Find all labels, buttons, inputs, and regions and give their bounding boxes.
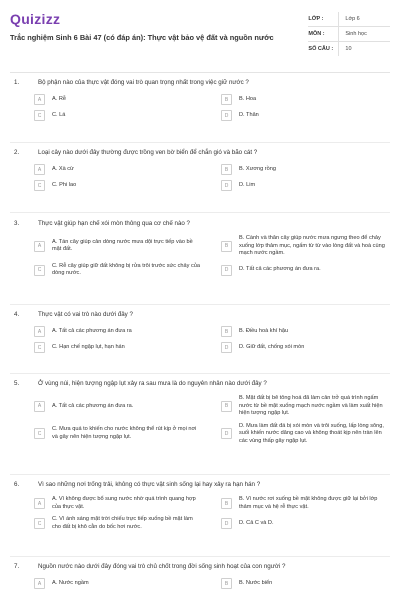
question-number: 3.	[14, 220, 20, 227]
option-b[interactable]	[221, 395, 390, 418]
question-number: 4.	[14, 311, 20, 318]
answer-options	[34, 235, 390, 278]
option-text: C. Hạn chế ngập lụt, hạn hán	[52, 343, 125, 350]
option-letter-box: B	[221, 578, 232, 589]
option-b[interactable]	[221, 94, 390, 105]
question-stem: Bộ phận nào của thực vật đóng vai trò quan trọng nhất trong việc giữ nước ?	[38, 79, 249, 86]
question-number: 7.	[14, 563, 20, 570]
question-3	[10, 219, 390, 278]
question-text	[10, 219, 390, 229]
option-text: B. Cành và thân cây giúp nước mưa ngưng theo để chảy xuống lớp thảm mục, ngấm từ từ vào lòng đất và hoà cùng mạch nước ngầm.	[239, 235, 385, 256]
question-1	[10, 78, 390, 121]
option-b[interactable]	[221, 496, 390, 511]
option-c[interactable]	[34, 110, 203, 121]
option-letter-box: B	[221, 164, 232, 175]
option-c[interactable]	[34, 423, 203, 446]
meta-label: LỚP :	[308, 16, 324, 22]
header-divider	[10, 72, 390, 73]
answer-options	[34, 164, 390, 191]
question-separator	[10, 304, 390, 305]
option-letter-box: D	[221, 428, 232, 439]
option-a[interactable]	[34, 164, 203, 175]
question-number: 6.	[14, 481, 20, 488]
option-b[interactable]	[221, 164, 390, 175]
option-d[interactable]	[221, 423, 390, 446]
meta-value: 10	[338, 42, 351, 56]
meta-label: MÔN :	[308, 31, 325, 37]
option-d[interactable]	[221, 180, 390, 191]
option-text: C. Vì ánh sáng mặt trời chiếu trực tiếp xuống bề mặt làm cho đất bị khô cằn do bốc hơi nước.	[52, 516, 193, 530]
option-a[interactable]	[34, 235, 203, 258]
question-text	[10, 562, 390, 572]
option-letter-box: A	[34, 326, 45, 337]
answer-options	[34, 395, 390, 445]
option-letter-box: A	[34, 94, 45, 105]
option-b[interactable]	[221, 235, 390, 258]
option-a[interactable]	[34, 496, 203, 511]
worksheet-header	[10, 0, 390, 72]
option-letter-box: D	[221, 265, 232, 276]
option-letter-box: C	[34, 180, 45, 191]
option-d[interactable]	[221, 516, 390, 531]
meta-row-subject	[308, 27, 390, 42]
option-letter-box: B	[221, 326, 232, 337]
question-stem: Thực vật có vai trò nào dưới đây ?	[38, 311, 133, 318]
question-text	[10, 148, 390, 158]
option-c[interactable]	[34, 180, 203, 191]
option-d[interactable]	[221, 342, 390, 353]
question-number: 2.	[14, 149, 20, 156]
option-letter-box: A	[34, 241, 45, 252]
question-separator	[10, 474, 390, 475]
option-letter-box: A	[34, 498, 45, 509]
option-letter-box: C	[34, 342, 45, 353]
option-a[interactable]	[34, 326, 203, 337]
option-text: D. Giữ đất, chống xói mòn	[239, 343, 305, 350]
option-a[interactable]	[34, 94, 203, 105]
answer-options	[34, 496, 390, 531]
meta-row-count	[308, 42, 390, 56]
option-text: D. Tất cả các phương án đưa ra.	[239, 266, 321, 273]
option-text: A. Nước ngầm	[52, 579, 89, 586]
question-4	[10, 310, 390, 353]
question-stem: Vì sao những nơi trống trải, không có thực vật sinh sống lại hay xảy ra hạn hán ?	[38, 481, 261, 488]
option-text: C. Phi lao	[52, 181, 77, 188]
option-text: B. Mặt đất bị bê tông hoá đã làm cản trở quá trình ngấm nước từ bề mặt xuống mạch nước ngầm và làm xuất hiện hiện tượng ngập lụt.	[239, 395, 383, 416]
question-5	[10, 379, 390, 445]
meta-value: Sinh học	[338, 27, 366, 41]
option-text: B. Điều hoà khí hậu	[239, 327, 289, 334]
option-letter-box: C	[34, 265, 45, 276]
option-letter-box: A	[34, 164, 45, 175]
option-a[interactable]	[34, 578, 203, 589]
question-number: 1.	[14, 79, 20, 86]
question-2	[10, 148, 390, 191]
option-b[interactable]	[221, 326, 390, 337]
header-left	[10, 10, 308, 72]
option-letter-box: D	[221, 110, 232, 121]
option-letter-box: C	[34, 428, 45, 439]
option-c[interactable]	[34, 342, 203, 353]
option-letter-box: B	[221, 94, 232, 105]
option-text: D. Mưa làm đất đá bị xói mòn và trôi xuống, lấp lòng sông, suối khiến nước dâng cao và không thoát kịp nên tràn lên các vùng thấp gây ngập lụt.	[239, 422, 384, 444]
option-c[interactable]	[34, 516, 203, 531]
question-separator	[10, 142, 390, 143]
question-stem: Ở vùng núi, hiện tượng ngập lụt xảy ra sau mưa là do nguyên nhân nào dưới đây ?	[38, 380, 267, 387]
option-text: D. Cả C và D.	[239, 519, 274, 526]
option-text: C. Rễ cây giúp giữ đất không bị rửa trôi trước sức chảy của dòng nước.	[52, 262, 200, 276]
question-text	[10, 310, 390, 320]
option-letter-box: D	[221, 342, 232, 353]
option-text: C. Mưa quá to khiến cho nước không thể rút kịp ở mọi nơi và gây nên hiện tượng ngập lụt.	[52, 426, 197, 440]
option-text: B. Vì nước rơi xuống bề mặt không được giữ lại bởi lớp thảm mục và hệ rễ thực vật.	[239, 496, 378, 510]
option-text: D. Thân	[239, 111, 259, 118]
option-text: A. Tán cây giúp cản dòng nước mưa dội trực tiếp vào bề mặt đất.	[52, 238, 193, 253]
option-b[interactable]	[221, 578, 390, 589]
option-text: B. Xương rồng	[239, 165, 276, 172]
option-letter-box: B	[221, 498, 232, 509]
option-text: B. Hoa	[239, 95, 257, 102]
meta-label: SỐ CÂU :	[308, 46, 334, 52]
option-text: A. Tất cả các phương án đưa ra	[52, 327, 132, 334]
page-title: Trắc nghiệm Sinh 6 Bài 47 (có đáp án): Thực vật bảo vệ đất và nguồn nước	[10, 33, 274, 42]
meta-row-grade	[308, 12, 390, 27]
option-text: A. Tất cả các phương án đưa ra.	[52, 402, 134, 409]
answer-options	[34, 94, 390, 121]
question-separator	[10, 373, 390, 374]
meta-value: Lớp 6	[338, 12, 359, 26]
option-d[interactable]	[221, 263, 390, 278]
option-text: A. Rễ	[52, 95, 66, 102]
option-text: A. Vì không được bổ sung nước nhờ quá trình quang hợp của thực vật.	[52, 496, 196, 510]
option-text: C. Lá	[52, 111, 66, 118]
question-stem: Thực vật giúp hạn chế xói mòn thông qua cơ chế nào ?	[38, 220, 190, 227]
question-7	[10, 562, 390, 589]
meta-info	[308, 12, 390, 72]
question-separator	[10, 212, 390, 213]
option-d[interactable]	[221, 110, 390, 121]
question-number: 5.	[14, 380, 20, 387]
question-6	[10, 480, 390, 531]
question-stem: Loại cây nào dưới đây thường được trồng ven bờ biển để chắn gió và bão cát ?	[38, 149, 258, 156]
quizizz-logo	[10, 10, 308, 28]
option-c[interactable]	[34, 263, 203, 278]
option-a[interactable]	[34, 395, 203, 418]
question-stem: Nguồn nước nào dưới đây đóng vai trò chủ chốt trong đời sống sinh hoạt của con người ?	[38, 563, 286, 570]
option-text: A. Xà cừ	[52, 165, 74, 172]
option-letter-box: A	[34, 578, 45, 589]
option-letter-box: D	[221, 180, 232, 191]
question-separator	[10, 556, 390, 557]
option-letter-box: C	[34, 518, 45, 529]
question-text	[10, 480, 390, 490]
answer-options	[34, 326, 390, 353]
option-letter-box: D	[221, 518, 232, 529]
option-letter-box: A	[34, 401, 45, 412]
answer-options	[34, 578, 390, 589]
question-text	[10, 379, 390, 389]
question-text	[10, 78, 390, 88]
option-letter-box: C	[34, 110, 45, 121]
option-letter-box: B	[221, 401, 232, 412]
option-text: B. Nước biển	[239, 579, 273, 586]
logo-text: Quizizz	[10, 11, 61, 27]
option-text: D. Lim	[239, 181, 256, 188]
option-letter-box: B	[221, 241, 232, 252]
